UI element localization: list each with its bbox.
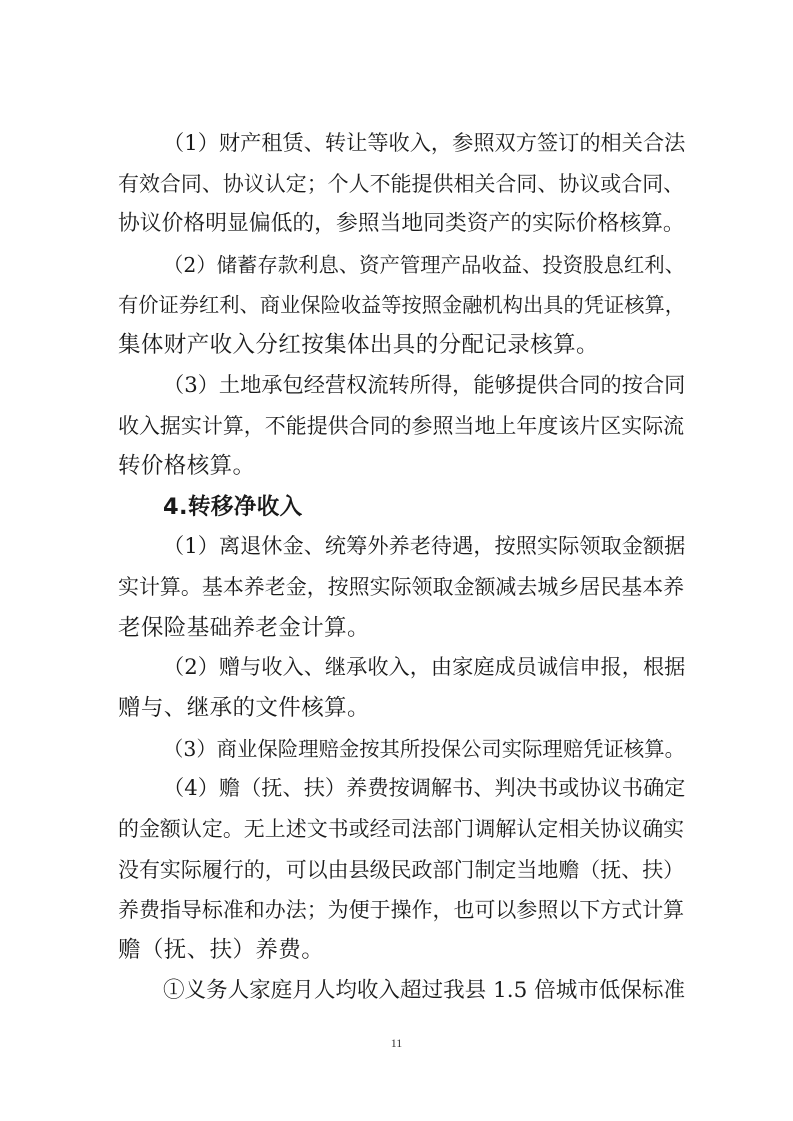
page-number: 11	[390, 1036, 403, 1050]
section-heading: 4.转移净收入	[163, 494, 303, 520]
paragraph-line: 实计算。基本养老金，按照实际领取金额减去城乡居民基本养	[118, 575, 685, 599]
paragraph-line: 没有实际履行的，可以由县级民政部门制定当地赡（抚、扶）	[118, 858, 685, 882]
paragraph-line: 有价证券红利、商业保险收益等按照金融机构出具的凭证核算，	[118, 293, 686, 317]
paragraph-line: （2）储蓄存款利息、资产管理产品收益、投资股息红利、	[163, 253, 685, 277]
paragraph-line: 老保险基础养老金计算。	[118, 615, 370, 641]
paragraph-line: 的金额认定。无上述文书或经司法部门调解认定相关协议确实	[118, 817, 685, 841]
paragraph-line: 赡（抚、扶）养费。	[118, 937, 325, 963]
paragraph-line: （3）商业保险理赔金按其所投保公司实际理赔凭证核算。	[163, 737, 685, 761]
paragraph-line: （1）离退休金、统筹外养老待遇，按照实际领取金额据	[163, 534, 686, 559]
paragraph-line: （2）赠与收入、继承收入，由家庭成员诚信申报，根据	[163, 655, 686, 680]
paragraph-line: （4）赡（抚、扶）养费按调解书、判决书或协议书确定	[163, 776, 686, 801]
paragraph-line: 集体财产收入分红按集体出具的分配记录核算。	[118, 332, 599, 358]
paragraph-line: 养费指导标准和办法；为便于操作，也可以参照以下方式计算	[118, 898, 685, 922]
paragraph-line: 有效合同、协议认定；个人不能提供相关合同、协议或合同、	[118, 172, 685, 196]
paragraph-line: （3）土地承包经营权流转所得，能够提供合同的按合同	[163, 373, 686, 398]
paragraph-line: 转价格核算。	[118, 453, 256, 479]
paragraph-line: ①义务人家庭月人均收入超过我县 1.5 倍城市低保标准	[163, 978, 685, 1003]
paragraph-line: 协议价格明显偏低的，参照当地同类资产的实际价格核算。	[118, 211, 685, 236]
paragraph-line: （1）财产租赁、转让等收入，参照双方签订的相关合法	[163, 131, 686, 156]
paragraph-line: 收入据实计算，不能提供合同的参照当地上年度该片区实际流	[118, 414, 685, 438]
paragraph-line: 赠与、继承的文件核算。	[118, 695, 370, 721]
